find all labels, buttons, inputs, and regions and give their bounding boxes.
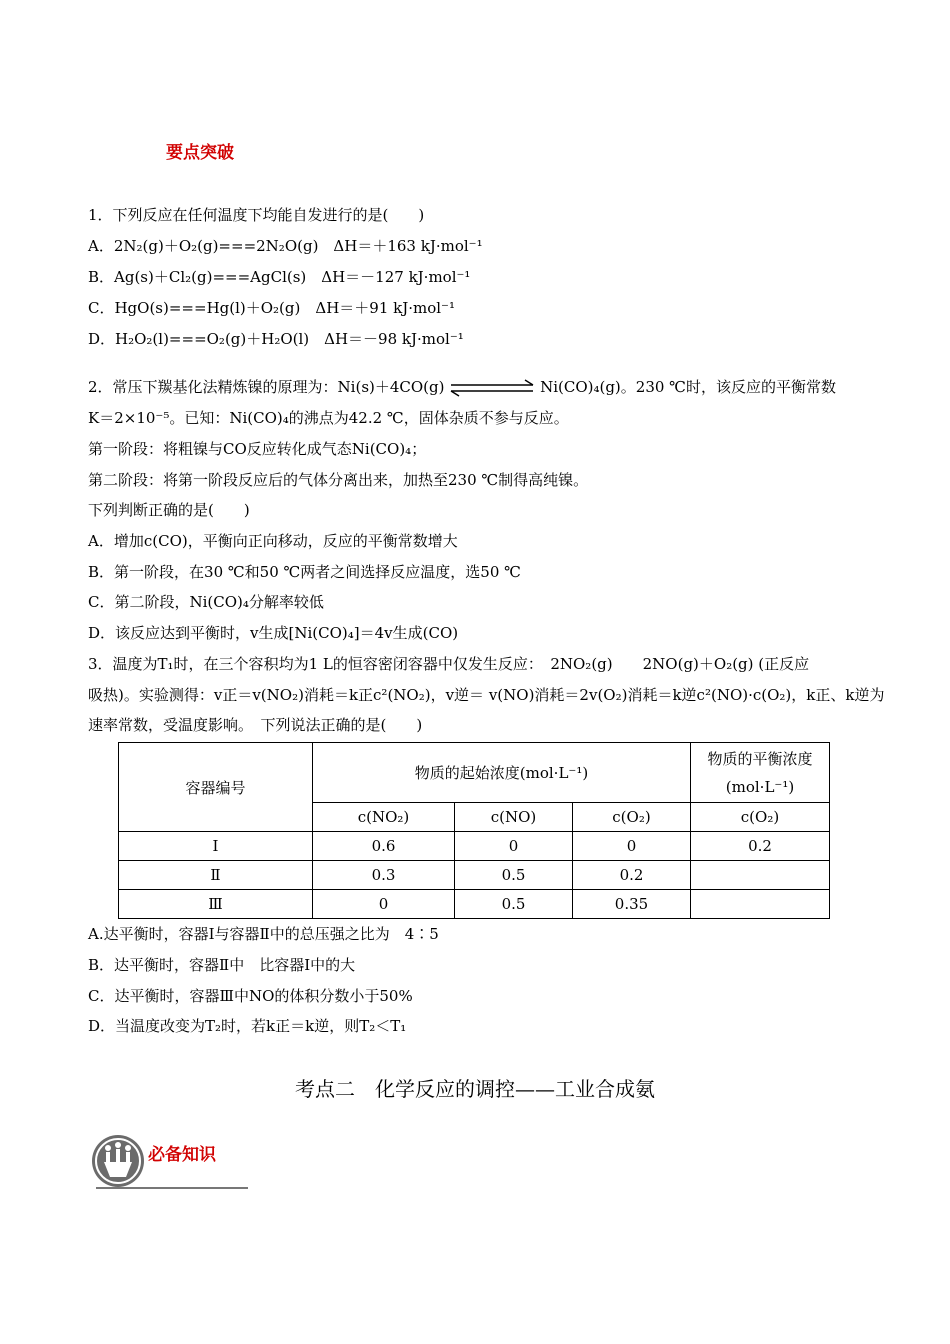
table-cell: Ⅱ	[119, 861, 313, 890]
table-cell: Ⅰ	[119, 832, 313, 861]
q1-option-c: C．HgO(s)===Hg(l)＋O₂(g) ΔH＝＋91 kJ·mol⁻¹	[88, 299, 455, 317]
table-cell: 0.2	[691, 832, 830, 861]
q1-option-b: B．Ag(s)＋Cl₂(g)===AgCl(s) ΔH＝－127 kJ·mol⁻¹	[88, 268, 471, 286]
table-row	[119, 832, 830, 861]
q3-option-b: B．达平衡时，容器Ⅱ中 比容器Ⅰ中的大	[88, 956, 356, 974]
concentration-table	[118, 742, 830, 919]
q2-stage2: 第二阶段：将第一阶段反应后的气体分离出来，加热至230 ℃制得高纯镍。	[88, 471, 589, 489]
q3-stem-line1: 3．温度为T₁时，在三个容积均为1 L的恒容密闭容器中仅发生反应： 2NO₂(g) 2NO(g)＋O₂(g) (正反应	[88, 655, 810, 673]
table-cell: 0.5	[455, 890, 573, 919]
q2-ask: 下列判断正确的是( )	[88, 501, 250, 519]
q2-option-c: C．第二阶段，Ni(CO)₄分解率较低	[88, 593, 324, 611]
q2-stem-line1	[88, 377, 836, 397]
knowledge-badge-icon	[90, 1131, 146, 1191]
q2-stem-a: 2．常压下羰基化法精炼镍的原理为：Ni(s)＋4CO(g)	[88, 378, 445, 396]
header-vessel: 容器编号	[119, 743, 313, 832]
q2-stage1: 第一阶段：将粗镍与CO反应转化成气态Ni(CO)₄；	[88, 440, 427, 458]
table-row	[119, 890, 830, 919]
q2-stem-b: Ni(CO)₄(g)。230 ℃时，该反应的平衡常数	[540, 378, 836, 396]
subheader-c-o2-eq: c(O₂)	[691, 803, 830, 832]
badge-label: 必备知识	[148, 1145, 216, 1165]
q2-option-b: B．第一阶段，在30 ℃和50 ℃两者之间选择反应温度，选50 ℃	[88, 563, 521, 581]
table-cell: 0	[455, 832, 573, 861]
q3-option-a: A.达平衡时，容器Ⅰ与容器Ⅱ中的总压强之比为 4∶5	[88, 925, 439, 943]
subheader-c-no2: c(NO₂)	[313, 803, 455, 832]
table-cell: Ⅲ	[119, 890, 313, 919]
badge-underline	[96, 1187, 248, 1189]
q2-stem-line2: K＝2×10⁻⁵。已知：Ni(CO)₄的沸点为42.2 ℃，固体杂质不参与反应。	[88, 409, 569, 427]
subheader-c-o2: c(O₂)	[573, 803, 691, 832]
q3-stem-line3: 速率常数，受温度影响。 下列说法正确的是( )	[88, 716, 423, 734]
q2-option-d: D．该反应达到平衡时，v生成[Ni(CO)₄]＝4v生成(CO)	[88, 624, 459, 642]
equilibrium-arrow-icon	[449, 379, 535, 397]
q1-stem: 1．下列反应在任何温度下均能自发进行的是( )	[88, 206, 425, 224]
q3-stem-line2: 吸热)。实验测得：v正＝v(NO₂)消耗＝k正c²(NO₂)，v逆＝ v(NO)消耗＝2v(O₂)消耗＝k逆c²(NO)·c(O₂)，k正、k逆为	[88, 686, 885, 704]
q1-option-a: A．2N₂(g)＋O₂(g)===2N₂O(g) ΔH＝＋163 kJ·mol⁻¹	[88, 237, 483, 255]
table-cell: 0.6	[313, 832, 455, 861]
table-cell: 0	[313, 890, 455, 919]
table-cell	[691, 890, 830, 919]
table-row	[119, 861, 830, 890]
table-cell: 0.35	[573, 890, 691, 919]
table-cell: 0.5	[455, 861, 573, 890]
subheader-c-no: c(NO)	[455, 803, 573, 832]
q2-option-a: A．增加c(CO)，平衡向正向移动，反应的平衡常数增大	[88, 532, 458, 550]
table-cell	[691, 861, 830, 890]
header-equilibrium-unit: (mol·L⁻¹)	[725, 777, 795, 796]
table-cell: 0.2	[573, 861, 691, 890]
table-cell: 0.3	[313, 861, 455, 890]
header-equilibrium-label: 物质的平衡浓度	[707, 749, 813, 768]
section-title: 要点突破	[166, 143, 234, 163]
header-initial-concentration: 物质的起始浓度(mol·L⁻¹)	[313, 743, 691, 803]
q3-option-c: C．达平衡时，容器Ⅲ中NO的体积分数小于50%	[88, 987, 413, 1005]
header-equilibrium-concentration	[691, 743, 830, 803]
q3-option-d: D．当温度改变为T₂时，若k正＝k逆，则T₂＜T₁	[88, 1017, 407, 1035]
section-heading-2: 考点二 化学反应的调控——工业合成氨	[295, 1077, 655, 1101]
table-cell: 0	[573, 832, 691, 861]
q1-option-d: D．H₂O₂(l)===O₂(g)＋H₂O(l) ΔH＝－98 kJ·mol⁻¹	[88, 330, 464, 348]
